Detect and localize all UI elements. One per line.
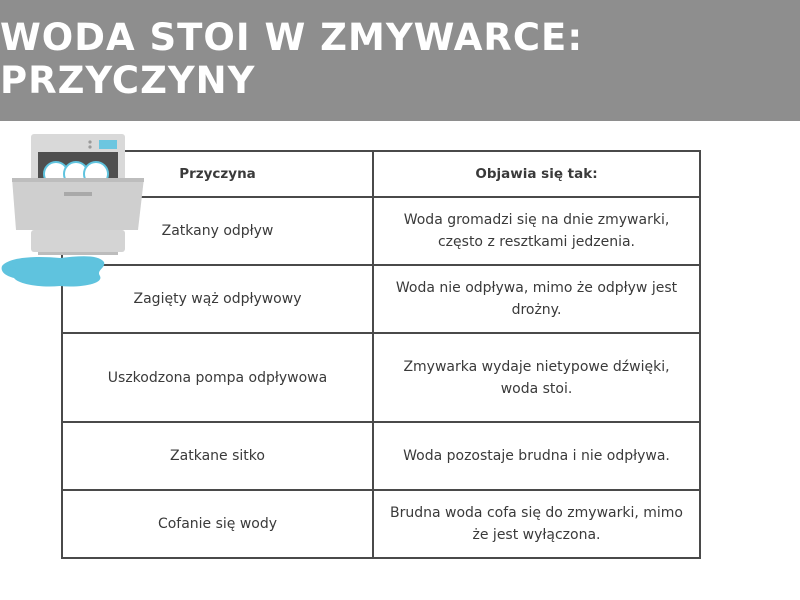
control-dot	[88, 140, 91, 143]
table-row	[62, 265, 700, 333]
display-icon	[99, 140, 117, 149]
symptom-cell: Brudna woda cofa się do zmywarki, mimo że jest wyłączona.	[373, 490, 700, 558]
table-row	[62, 333, 700, 422]
causes-table	[61, 150, 701, 559]
dishwasher-foot	[38, 252, 118, 255]
table-row	[62, 197, 700, 265]
symptom-cell: Woda pozostaje brudna i nie odpływa.	[373, 422, 700, 490]
cause-cell: Zatkany odpływ	[62, 197, 373, 265]
water-drop	[4, 267, 16, 271]
water-puddle	[2, 256, 105, 286]
page-title: WODA STOI W ZMYWARCE: PRZYCZYNY	[0, 15, 584, 102]
door-top-edge	[12, 178, 144, 182]
title-banner	[0, 0, 800, 121]
dishwasher-icon	[0, 128, 150, 293]
table-row	[62, 422, 700, 490]
dishwasher-door	[12, 178, 144, 230]
symptom-cell: Zmywarka wydaje nietypowe dźwięki, woda stoi.	[373, 333, 700, 422]
column-header-cause: Przyczyna	[62, 151, 373, 197]
cause-cell: Uszkodzona pompa odpływowa	[62, 333, 373, 422]
symptom-cell: Woda gromadzi się na dnie zmywarki, często z resztkami jedzenia.	[373, 197, 700, 265]
door-handle	[64, 192, 92, 196]
symptom-cell: Woda nie odpływa, mimo że odpływ jest drożny.	[373, 265, 700, 333]
cause-cell: Cofanie się wody	[62, 490, 373, 558]
table-row	[62, 490, 700, 558]
table-header-row	[62, 151, 700, 197]
causes-table-container	[61, 150, 699, 557]
column-header-symptom: Objawia się tak:	[373, 151, 700, 197]
control-dot	[88, 145, 91, 148]
cause-cell: Zagięty wąż odpływowy	[62, 265, 373, 333]
cause-cell: Zatkane sitko	[62, 422, 373, 490]
dishwasher-base	[31, 230, 125, 252]
